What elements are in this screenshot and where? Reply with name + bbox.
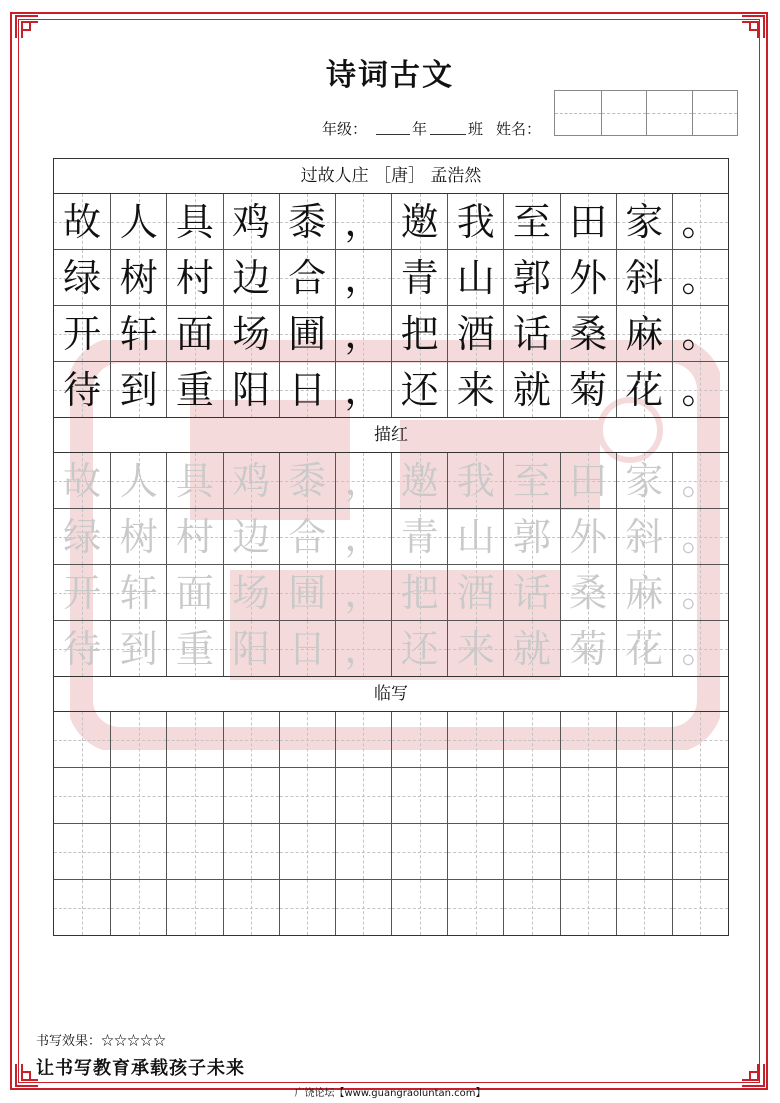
trace-character: 黍 — [288, 458, 327, 503]
tianzige-cell — [223, 453, 279, 508]
tianzige-cell — [110, 453, 166, 508]
tianzige-cell[interactable] — [279, 880, 335, 935]
tianzige-cell[interactable] — [447, 768, 503, 823]
trace-character: 边 — [232, 514, 271, 559]
motto-text: 让书写教育承载孩子未来 — [36, 1058, 245, 1079]
trace-character: 还 — [400, 626, 439, 671]
tianzige-cell[interactable] — [223, 880, 279, 935]
class-blank[interactable] — [430, 118, 466, 135]
poem-character: 待 — [63, 367, 102, 412]
tianzige-cell — [279, 306, 335, 361]
tianzige-cell[interactable] — [391, 824, 447, 879]
tianzige-cell — [335, 250, 391, 305]
tianzige-cell[interactable] — [166, 880, 222, 935]
tianzige-cell[interactable] — [335, 712, 391, 767]
poem-character: 圃 — [288, 311, 327, 356]
poem-character: 开 — [63, 311, 102, 356]
tianzige-cell — [503, 453, 559, 508]
tianzige-cell[interactable] — [503, 880, 559, 935]
trace-character: 树 — [119, 514, 158, 559]
poem-character: 青 — [400, 255, 439, 300]
trace-character: 绿 — [63, 514, 102, 559]
tianzige-cell — [391, 362, 447, 417]
tianzige-cell[interactable] — [54, 824, 110, 879]
tianzige-cell — [503, 621, 559, 676]
tianzige-cell — [447, 362, 503, 417]
trace-character: 酒 — [456, 570, 495, 615]
trace-character: 合 — [288, 514, 327, 559]
tianzige-cell — [166, 453, 222, 508]
copy-heading: 临写 — [54, 676, 728, 712]
poem-character: 家 — [625, 199, 664, 244]
tianzige-cell — [672, 621, 728, 676]
tianzige-cell[interactable] — [54, 880, 110, 935]
trace-character: 。 — [681, 570, 720, 615]
grid-row — [54, 768, 728, 824]
tianzige-cell[interactable] — [223, 768, 279, 823]
name-box-cell[interactable] — [601, 91, 647, 135]
trace-character: 具 — [175, 458, 214, 503]
poem-character: 菊 — [569, 367, 608, 412]
poem-character: 邀 — [400, 199, 439, 244]
grid-row — [54, 453, 728, 509]
tianzige-cell[interactable] — [335, 768, 391, 823]
tianzige-cell — [616, 453, 672, 508]
tianzige-cell — [447, 621, 503, 676]
trace-character: 话 — [512, 570, 551, 615]
trace-character: 我 — [456, 458, 495, 503]
poem-character: 。 — [681, 367, 720, 412]
tianzige-cell — [223, 194, 279, 249]
tianzige-cell — [54, 250, 110, 305]
tianzige-cell — [616, 306, 672, 361]
poem-character: 把 — [400, 311, 439, 356]
tianzige-cell[interactable] — [279, 824, 335, 879]
tianzige-cell — [447, 565, 503, 620]
poem-character: 故 — [63, 199, 102, 244]
trace-character: 。 — [681, 458, 720, 503]
trace-grid — [54, 453, 728, 676]
trace-character: 就 — [512, 626, 551, 671]
poem-grid — [54, 194, 728, 417]
year-label: 年 — [412, 120, 428, 138]
tianzige-cell — [110, 250, 166, 305]
tianzige-cell — [166, 362, 222, 417]
tianzige-cell — [560, 453, 616, 508]
tianzige-cell — [503, 250, 559, 305]
trace-heading: 描红 — [54, 417, 728, 453]
tianzige-cell[interactable] — [54, 768, 110, 823]
poem-character: 话 — [512, 311, 551, 356]
tianzige-cell — [54, 565, 110, 620]
poem-character: ， — [344, 255, 383, 300]
corner-ornament-top-right-icon — [740, 14, 766, 40]
grid-row — [54, 509, 728, 565]
tianzige-cell — [279, 362, 335, 417]
tianzige-cell[interactable] — [447, 880, 503, 935]
tianzige-cell[interactable] — [672, 768, 728, 823]
poem-character: 山 — [456, 255, 495, 300]
tianzige-cell[interactable] — [335, 880, 391, 935]
poem-character: 重 — [175, 367, 214, 412]
tianzige-cell — [335, 621, 391, 676]
tianzige-cell[interactable] — [110, 880, 166, 935]
tianzige-cell — [223, 306, 279, 361]
trace-character: 把 — [400, 570, 439, 615]
tianzige-cell — [54, 509, 110, 564]
trace-character: 村 — [175, 514, 214, 559]
grade-field-label: 年级： — [322, 120, 368, 138]
trace-character: 轩 — [119, 570, 158, 615]
poem-character: 。 — [681, 255, 720, 300]
poem-character: 斜 — [625, 255, 664, 300]
poem-character: ， — [344, 311, 383, 356]
copy-grid — [54, 712, 728, 935]
poem-character: 外 — [569, 255, 608, 300]
tianzige-cell[interactable] — [560, 712, 616, 767]
poem-character: 轩 — [119, 311, 158, 356]
tianzige-cell — [391, 194, 447, 249]
tianzige-cell — [54, 194, 110, 249]
poem-character: 具 — [175, 199, 214, 244]
tianzige-cell — [503, 565, 559, 620]
tianzige-cell[interactable] — [672, 880, 728, 935]
trace-character: 花 — [625, 626, 664, 671]
poem-character: 麻 — [625, 311, 664, 356]
tianzige-cell — [54, 306, 110, 361]
poem-character: 鸡 — [232, 199, 271, 244]
poem-character: 绿 — [63, 255, 102, 300]
tianzige-cell[interactable] — [447, 824, 503, 879]
tianzige-cell — [672, 194, 728, 249]
tianzige-cell — [223, 621, 279, 676]
trace-character: 至 — [512, 458, 551, 503]
name-box-cell[interactable] — [646, 91, 692, 135]
poem-character: 至 — [512, 199, 551, 244]
trace-character: 菊 — [569, 626, 608, 671]
corner-ornament-top-left-icon — [14, 14, 40, 40]
poem-character: 。 — [681, 311, 720, 356]
tianzige-cell — [54, 362, 110, 417]
tianzige-cell[interactable] — [279, 768, 335, 823]
tianzige-cell[interactable] — [54, 712, 110, 767]
poem-character: 郭 — [512, 255, 551, 300]
poem-character: ， — [344, 199, 383, 244]
tianzige-cell[interactable] — [616, 712, 672, 767]
grid-row — [54, 824, 728, 880]
tianzige-cell — [672, 250, 728, 305]
name-box-grid[interactable] — [554, 90, 738, 136]
tianzige-cell — [54, 621, 110, 676]
tianzige-cell — [560, 565, 616, 620]
tianzige-cell[interactable] — [560, 768, 616, 823]
grid-row — [54, 250, 728, 306]
trace-character: 郭 — [512, 514, 551, 559]
tianzige-cell — [110, 194, 166, 249]
trace-character: 家 — [625, 458, 664, 503]
tianzige-cell — [560, 194, 616, 249]
tianzige-cell[interactable] — [503, 712, 559, 767]
tianzige-cell — [560, 362, 616, 417]
trace-character: 场 — [232, 570, 271, 615]
grade-blank[interactable] — [376, 118, 410, 135]
tianzige-cell — [391, 565, 447, 620]
trace-character: 圃 — [288, 570, 327, 615]
trace-character: 田 — [569, 458, 608, 503]
trace-character: ， — [344, 570, 383, 615]
grid-row — [54, 194, 728, 250]
tianzige-cell[interactable] — [560, 824, 616, 879]
poem-character: 人 — [119, 199, 158, 244]
poem-character: 到 — [119, 367, 158, 412]
poem-character: 日 — [288, 367, 327, 412]
tianzige-cell — [616, 194, 672, 249]
poem-character: 村 — [175, 255, 214, 300]
class-label: 班 — [468, 120, 484, 138]
tianzige-cell — [335, 565, 391, 620]
tianzige-cell — [335, 306, 391, 361]
tianzige-cell[interactable] — [616, 824, 672, 879]
tianzige-cell[interactable] — [503, 824, 559, 879]
writing-rating: 书写效果：☆☆☆☆☆ — [36, 1034, 167, 1049]
trace-character: 阳 — [232, 626, 271, 671]
trace-character: 桑 — [569, 570, 608, 615]
tianzige-cell[interactable] — [672, 712, 728, 767]
tianzige-cell — [560, 306, 616, 361]
tianzige-cell — [223, 362, 279, 417]
tianzige-cell — [279, 509, 335, 564]
trace-character: ， — [344, 626, 383, 671]
tianzige-cell[interactable] — [391, 768, 447, 823]
tianzige-cell — [616, 509, 672, 564]
tianzige-cell — [223, 509, 279, 564]
tianzige-cell — [110, 621, 166, 676]
tianzige-cell — [672, 306, 728, 361]
poem-character: 我 — [456, 199, 495, 244]
tianzige-cell — [391, 509, 447, 564]
tianzige-cell[interactable] — [503, 768, 559, 823]
tianzige-cell — [279, 194, 335, 249]
tianzige-cell — [616, 250, 672, 305]
trace-character: 待 — [63, 626, 102, 671]
trace-character: 。 — [681, 514, 720, 559]
tianzige-cell — [166, 509, 222, 564]
tianzige-cell — [279, 250, 335, 305]
tianzige-cell — [447, 250, 503, 305]
tianzige-cell — [672, 565, 728, 620]
tianzige-cell — [447, 194, 503, 249]
poem-character: 合 — [288, 255, 327, 300]
tianzige-cell[interactable] — [110, 712, 166, 767]
poem-heading: 过故人庄 ［唐］ 孟浩然 — [54, 159, 728, 194]
tianzige-cell — [391, 621, 447, 676]
tianzige-cell — [110, 565, 166, 620]
tianzige-cell — [335, 194, 391, 249]
poem-character: 桑 — [569, 311, 608, 356]
tianzige-cell — [166, 621, 222, 676]
poem-character: 还 — [400, 367, 439, 412]
name-label: 姓名： — [496, 120, 542, 138]
poem-character: 田 — [569, 199, 608, 244]
grid-row — [54, 306, 728, 362]
grid-row — [54, 880, 728, 935]
page-title: 诗词古文 — [326, 58, 454, 93]
trace-character: 。 — [681, 626, 720, 671]
tianzige-cell[interactable] — [560, 880, 616, 935]
trace-character: 邀 — [400, 458, 439, 503]
tianzige-cell — [166, 306, 222, 361]
tianzige-cell — [335, 362, 391, 417]
tianzige-cell — [335, 453, 391, 508]
tianzige-cell — [503, 306, 559, 361]
tianzige-cell[interactable] — [616, 880, 672, 935]
grid-row — [54, 712, 728, 768]
trace-character: 人 — [119, 458, 158, 503]
tianzige-cell — [672, 362, 728, 417]
footer-source: 广饶论坛【www.guangraoluntan.com】 — [294, 1088, 486, 1099]
tianzige-cell — [391, 453, 447, 508]
tianzige-cell — [110, 509, 166, 564]
trace-character: 麻 — [625, 570, 664, 615]
tianzige-cell[interactable] — [447, 712, 503, 767]
tianzige-cell — [335, 509, 391, 564]
trace-character: 山 — [456, 514, 495, 559]
tianzige-cell — [447, 453, 503, 508]
trace-character: 面 — [175, 570, 214, 615]
tianzige-cell — [279, 453, 335, 508]
tianzige-cell[interactable] — [391, 712, 447, 767]
trace-character: 到 — [119, 626, 158, 671]
poem-character: 来 — [456, 367, 495, 412]
tianzige-cell — [110, 306, 166, 361]
tianzige-cell — [166, 194, 222, 249]
tianzige-cell — [391, 306, 447, 361]
tianzige-cell[interactable] — [616, 768, 672, 823]
poem-character: 酒 — [456, 311, 495, 356]
tianzige-cell — [166, 565, 222, 620]
trace-character: ， — [344, 458, 383, 503]
name-box-cell[interactable] — [692, 91, 738, 135]
tianzige-cell[interactable] — [391, 880, 447, 935]
tianzige-cell — [672, 509, 728, 564]
poem-character: 边 — [232, 255, 271, 300]
grid-row — [54, 362, 728, 417]
tianzige-cell — [110, 362, 166, 417]
tianzige-cell[interactable] — [335, 824, 391, 879]
name-box-cell[interactable] — [555, 91, 601, 135]
grid-row — [54, 621, 728, 676]
tianzige-cell — [560, 509, 616, 564]
tianzige-cell[interactable] — [166, 712, 222, 767]
tianzige-cell — [391, 250, 447, 305]
tianzige-cell — [672, 453, 728, 508]
tianzige-cell — [166, 250, 222, 305]
trace-character: 故 — [63, 458, 102, 503]
poem-character: 花 — [625, 367, 664, 412]
grid-row — [54, 565, 728, 621]
practice-sheet — [53, 158, 729, 936]
trace-character: 重 — [175, 626, 214, 671]
trace-character: 鸡 — [232, 458, 271, 503]
tianzige-cell — [54, 453, 110, 508]
tianzige-cell — [503, 362, 559, 417]
trace-character: ， — [344, 514, 383, 559]
poem-character: 。 — [681, 199, 720, 244]
tianzige-cell — [223, 250, 279, 305]
trace-character: 开 — [63, 570, 102, 615]
tianzige-cell — [447, 306, 503, 361]
tianzige-cell[interactable] — [166, 768, 222, 823]
trace-character: 青 — [400, 514, 439, 559]
tianzige-cell[interactable] — [223, 824, 279, 879]
tianzige-cell — [503, 509, 559, 564]
tianzige-cell[interactable] — [166, 824, 222, 879]
tianzige-cell — [616, 621, 672, 676]
tianzige-cell[interactable] — [279, 712, 335, 767]
tianzige-cell[interactable] — [110, 768, 166, 823]
tianzige-cell — [279, 621, 335, 676]
poem-character: 场 — [232, 311, 271, 356]
tianzige-cell — [279, 565, 335, 620]
poem-character: 就 — [512, 367, 551, 412]
trace-character: 外 — [569, 514, 608, 559]
poem-character: 黍 — [288, 199, 327, 244]
tianzige-cell — [616, 565, 672, 620]
tianzige-cell — [223, 565, 279, 620]
tianzige-cell[interactable] — [110, 824, 166, 879]
tianzige-cell — [447, 509, 503, 564]
poem-character: 树 — [119, 255, 158, 300]
poem-character: 阳 — [232, 367, 271, 412]
trace-character: 来 — [456, 626, 495, 671]
tianzige-cell — [616, 362, 672, 417]
tianzige-cell — [560, 621, 616, 676]
tianzige-cell[interactable] — [672, 824, 728, 879]
poem-character: ， — [344, 367, 383, 412]
poem-character: 面 — [175, 311, 214, 356]
tianzige-cell — [560, 250, 616, 305]
tianzige-cell[interactable] — [223, 712, 279, 767]
tianzige-cell — [503, 194, 559, 249]
trace-character: 日 — [288, 626, 327, 671]
trace-character: 斜 — [625, 514, 664, 559]
